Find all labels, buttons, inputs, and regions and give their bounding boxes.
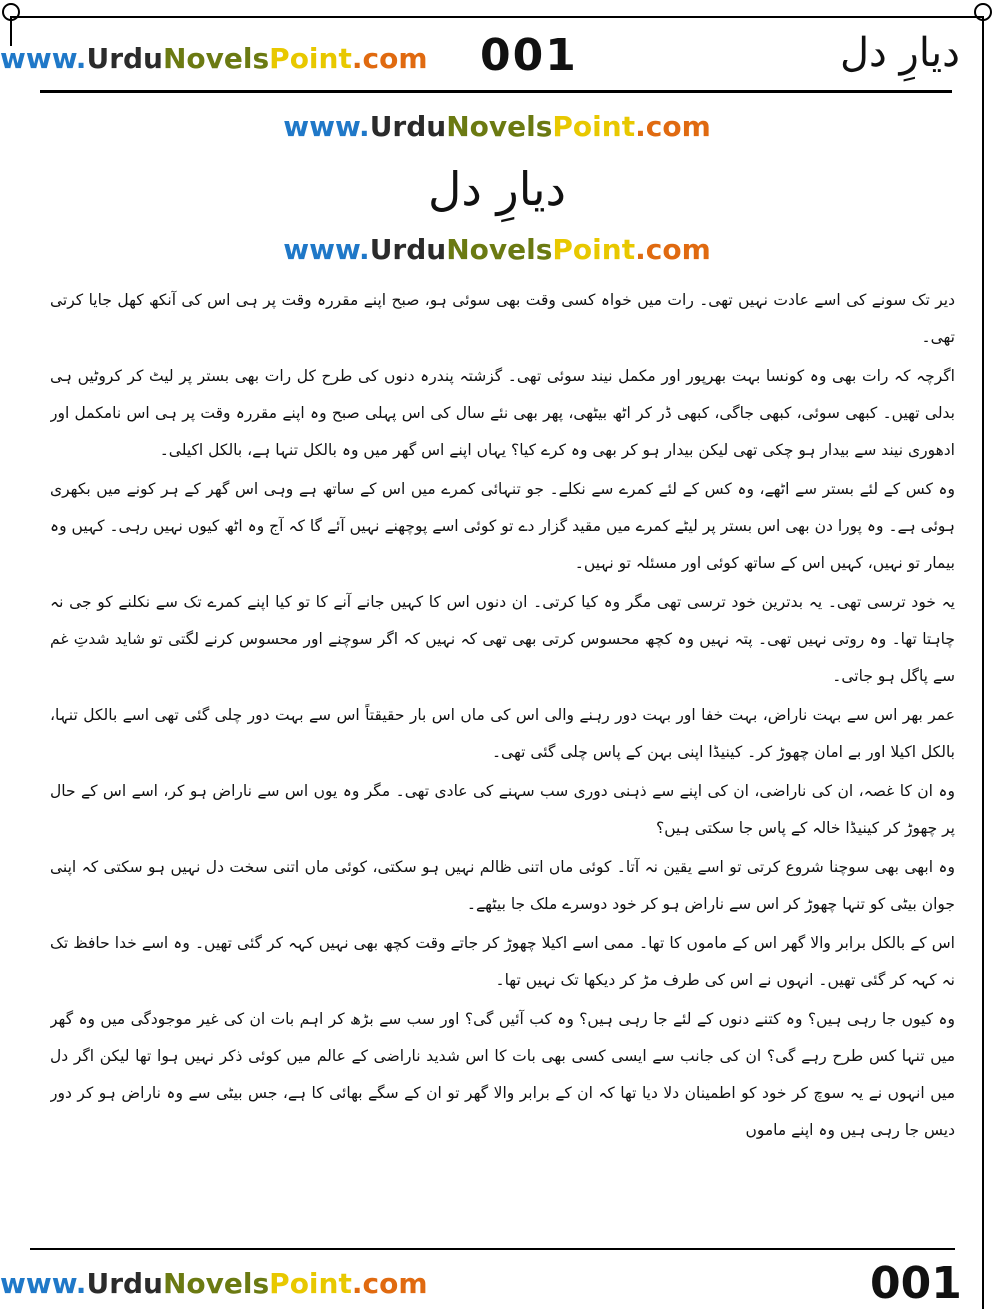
site-part: Novels [162,42,270,75]
site-part: www. [0,1267,87,1300]
site-part: Novels [162,1267,270,1300]
site-part: Point [552,110,636,143]
site-part: Point [552,233,636,266]
footer-page-number: 001 [870,1258,962,1309]
site-part: .com [635,233,711,266]
site-part: www. [0,42,87,75]
footer-divider [30,1248,955,1250]
site-part: Urdu [86,42,163,75]
site-part: Urdu [369,110,447,143]
watermark-site-bottom[interactable] [0,233,994,266]
site-part: www. [283,233,370,266]
paragraph: وہ ابھی بھی سوچنا شروع کرتی تو اسے یقین نہ آتا۔ کوئی ماں اتنی ظالم نہیں ہو سکتی، کوئی ماں اتنی سخت دل نہیں ہو سکتی کہ اپنی جوان بیٹی کو تنہا چھوڑ کر اس سے ناراض ہو کر خود دوسرے ملک جا بیٹھے۔ [50,858,955,913]
header-page-number: 001 [480,30,578,81]
site-part: www. [283,110,370,143]
paragraph: عمر بھر اس سے بہت ناراض، بہت خفا اور بہت دور رہنے والی اس کی ماں اس بار حقیقتاً اس سے بہت دور چلی گئی تھی اسے بالکل تنہا، بالکل اکیلا اور بے امان چھوڑ کر۔ کینیڈا اپنی بہن کے پاس چلی گئی تھی۔ [50,706,955,761]
header-divider [40,90,952,93]
site-part: Point [269,42,352,75]
page-frame-top [10,16,984,18]
site-part: .com [351,42,428,75]
paragraph: وہ کس کے لئے بستر سے اٹھے، وہ کس کے لئے کمرے سے نکلے۔ جو تنہائی کمرے میں اس کے ساتھ ہے وہی اس گھر کے ہر کونے میں بکھری ہوئی ہے۔ وہ پورا دن بھی اس بستر پر لیٹے کمرے میں مقید گزار دے تو کوئی اسے پوچھنے نہیں آئے گا کہ آج وہ اٹھ کیوں نہیں رہی۔ کہیں وہ بیمار تو نہیں، کہیں اس کے ساتھ کوئی اور مسئلہ تو نہیں۔ [50,480,955,572]
site-part: Point [269,1267,352,1300]
paragraph: وہ کیوں جا رہی ہیں؟ وہ کتنے دنوں کے لئے جا رہی ہیں؟ وہ کب آئیں گی؟ اور سب سے بڑھ کر اہم بات ان کی غیر موجودگی میں وہ گھر میں تنہا کس طرح رہے گی؟ ان کی جانب سے ایسی کسی بھی بات کا اس شدید ناراضی کے عالم میں کوئی ذکر نہیں ہوا تھا لیکن اگر دل میں انہوں نے یہ سوچ کر خود کو اطمینان دلا دیا تھا کہ ان کے برابر والا گھر تو ان کے سگے بھائی کا ہے، جس بیٹی سے وہ ناراض ہو کر دور دیس جا رہی ہیں وہ اپنے ماموں [50,1010,955,1139]
header-site-link[interactable] [0,42,428,75]
watermark-site-top[interactable] [0,110,994,143]
site-part: Urdu [369,233,447,266]
header-novel-title: دیارِ دل [839,30,960,76]
paragraph: اس کے بالکل برابر والا گھر اس کے ماموں کا تھا۔ ممی اسے اکیلا چھوڑ کر جاتے وقت کچھ بھی نہیں کہہ کر گئی تھیں۔ وہ اسے خدا حافظ تک نہ کہہ کر گئی تھیں۔ انہوں نے اس کی طرف مڑ کر دیکھا تک نہیں تھا۔ [50,934,955,989]
site-part: .com [351,1267,428,1300]
site-part: .com [635,110,711,143]
paragraph: وہ ان کا غصہ، ان کی ناراضی، ان کی اپنے سے ذہنی دوری سب سہنے کی عادی تھی۔ مگر وہ یوں اس سے ناراض ہو کر، اسے اس کے حال پر چھوڑ کر کینیڈا خالہ کے پاس جا سکتی ہیں؟ [50,782,955,837]
paragraph: یہ خود ترسی تھی۔ یہ بدترین خود ترسی تھی مگر وہ کیا کرتی۔ ان دنوں اس کا کہیں جانے آنے کا تو کیا اپنے کمرے تک سے نکلنے کو جی نہ چاہتا تھا۔ وہ روتی نہیں تھی۔ پتہ نہیں وہ کچھ محسوس کرتی بھی تھی کہ نہیں کہ اگر سوچنے اور محسوس کرنے لگتی تو شاید شدتِ غم سے پاگل ہو جاتی۔ [50,593,955,685]
paragraph: اگرچہ کہ رات بھی وہ کونسا بہت بھرپور اور مکمل نیند سوئی تھی۔ گزشتہ پندرہ دنوں کی طرح کل رات بھی بستر پر لیٹ کر کروٹیں ہی بدلی تھیں۔ کبھی سوئی، کبھی جاگی، کبھی ڈر کر اٹھ بیٹھی، پھر بھی نئے سال کی اس پہلی صبح وہ اپنے مقررہ وقت پر ہی اس نامکمل اور ادھوری نیند سے بیدار ہو چکی تھی لیکن بیدار ہو کر بھی وہ کرے کیا؟ یہاں اپنے اس گھر میں وہ بالکل تنہا ہے، بالکل اکیلی۔ [50,367,955,459]
chapter-title: دیارِ دل [427,162,567,216]
novel-body-text [50,282,955,1242]
site-part: Novels [446,110,553,143]
footer-site-link[interactable] [0,1267,428,1300]
site-part: Urdu [86,1267,163,1300]
paragraph: دیر تک سونے کی اسے عادت نہیں تھی۔ رات میں خواہ کسی وقت بھی سوئی ہو، صبح اپنے مقررہ وقت پر ہی اس کی آنکھ کھل جایا کرتی تھی۔ [50,291,955,346]
site-part: Novels [446,233,553,266]
